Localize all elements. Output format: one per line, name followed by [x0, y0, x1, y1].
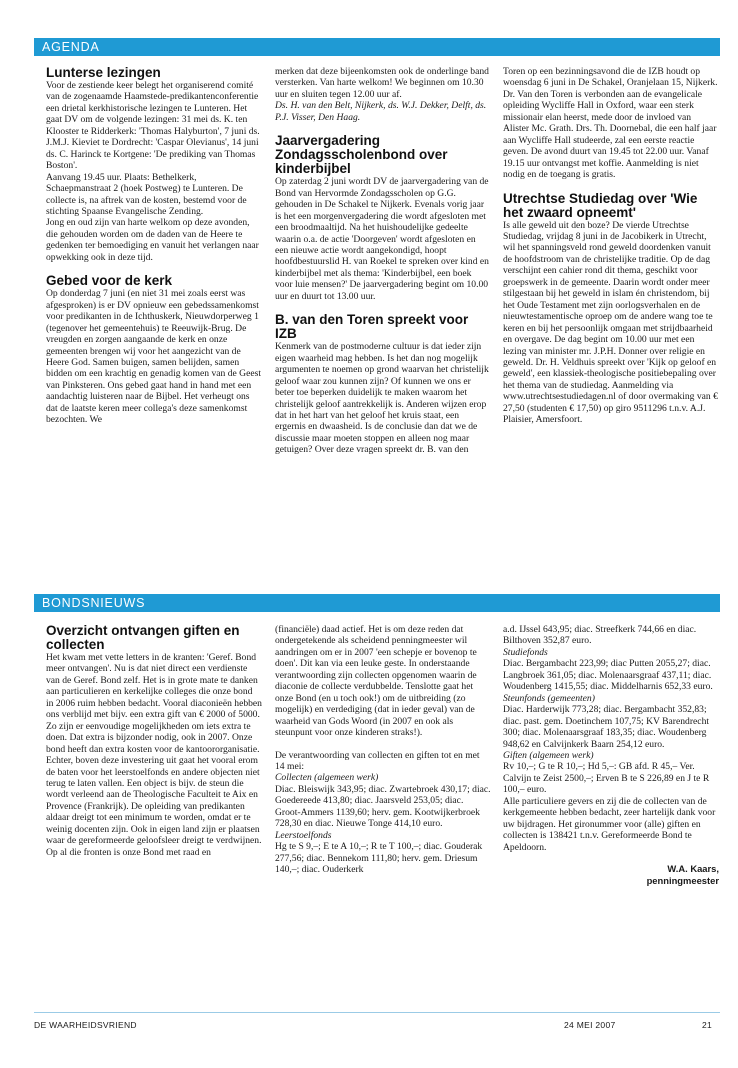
signature-role: penningmeester [646, 874, 719, 886]
signature-name: W.A. Kaars, [667, 863, 719, 875]
bondsnieuws-section-header [34, 594, 720, 612]
agenda-section-header [34, 38, 720, 56]
article-paragraph: Aanvang 19.45 uur. Plaats: Bethelkerk, Schaepmanstraat 2 (hoek Postweg) te Lunteren. De collecte is, na aftrek van de kosten, bestemd voor de stichting Spaanse Evangelische Zending. [46, 171, 247, 217]
article-paragraph: (financiële) daad actief. Het is om deze reden dat ondergetekende als scheidend penningmeester wil aandringen om er in 2007 'een schepje er bovenop te doen'. Dit kan via een leuke geste. In onderstaande verantwoording zijn collecten opgenomen waarin de diaconie de collecte verdubbelde. Tenslotte gaat het onze Bond (en u toch ook!) om de uitbreiding (zo mogelijk) en verdediging (dat in ieder geval) van de waarheid van Gods Woord (in 2007 en ook als steunpunt voor onze kinderen straks!). [275, 624, 477, 739]
article-heading-gebed-voor-de-kerk: Gebed voor de kerk [46, 273, 173, 289]
article-signature: Ds. H. van den Belt, Nijkerk, ds. W.J. Dekker, Delft, ds. P.J. Visser, Den Haag. [275, 100, 487, 123]
article-paragraph: Rv 10,–; G te R 10,–; Hd 5,–: GB afd. R 45,– Ver. Calvijn te Zeist 2500,–; Erven B te S 226,89 en J te R 100,– euro. [503, 761, 710, 796]
article-paragraph: Diac. Bleiswijk 343,95; diac. Zwartebroek 430,17; diac. Goedereede 413,80; diac. Jaarsveld 253,05; diac. Groot-Ammers 1139,60; herv. gem. Kootwijkerbroek 728,30 en diac. Nieuwe Tonge 414,10 euro. [275, 783, 491, 830]
page-footer [34, 1018, 720, 1032]
article-heading-jaarvergadering: Jaarvergadering Zondagsscholenbond over kinderbijbel [275, 133, 448, 177]
article-paragraph: Is alle geweld uit den boze? De vierde Utrechtse Studiedag, vrijdag 8 juni in de Jacobikerk in Utrecht, wil het spanningsveld rond geweld doordenken vanuit de hoofdstroom van de christelijke traditie. Op de dag verschijnt een cahier rond dit thema, geschikt voor groepswerk in de gemeente. Daarin wordt onder meer stilgestaan bij het geweld in islam én christendom, bij het Oude Testament met zijn oorlogsverhalen en de nieuwtestamentische oproep om de andere wang toe te keren en bij het persoonlijk omgaan met strijdbaarheid en overgave. De dag begint om 10.00 uur met een lezing van minister mr. J.P.H. Donner over religie en geweld. Dr. H. Veldhuis spreekt over 'Kijk op geloof en geweld', een klassiek-theologische positiebepaling over het thema van de studiedag. Aanmelding via www.utrechtsestudiedagen.nl of door overmaking van € 27,50 (studenten € 17,50) op giro 9511296 t.n.v. A.J. Plaisier, Amersfoort. [503, 219, 718, 426]
article-paragraph: Voor de zestiende keer belegt het organiserend comité van de zogenaamde Haamstede-predikantenconferentie een drietal kerkhistorische lezingen te Lunteren. Het gaat DV om de volgende lezingen: 31 mei ds. K. ten Klooster te Ridderkerk: 'Thomas Halyburton', 7 juni ds. J.M.J. Kieviet te Dordrecht: 'Caspar Olevianus', 14 juni ds. C. Harinck te Kortgene: 'De prediking van Thomas Boston'. [46, 80, 260, 172]
fund-subheading: Collecten (algemeen werk) [275, 772, 379, 784]
fund-subheading: Steunfonds (gemeenten) [503, 692, 595, 704]
article-heading-utrechtse-studiedag: Utrechtse Studiedag over 'Wie het zwaard opneemt' [503, 190, 698, 220]
article-paragraph: Op donderdag 7 juni (en niet 31 mei zoals eerst was afgesproken) is er DV opnieuw een gebedssamenkomst voor predikanten in de Ichthuskerk, Nieuwdorperweg 1 (tegenover het gemeentehuis) te Reeuwijk-Brug. De vreugden en zorgen aangaande de kerk en onze gemeenten brengen wij voor het aangezicht van de Heere God. Samen buigen, samen belijden, samen bidden om een krachtig en genadig komen van de Geest van Pinksteren. Ons gebed gaat hand in hand met een aandachtig luisteren naar de Bijbel. Het verheugt ons dat de laatste keren meer collega's deze samenkomst bezochten. We [46, 288, 261, 426]
bondsnieuws-column-1 [46, 624, 262, 858]
bondsnieuws-column-2 [275, 624, 491, 876]
agenda-header-label: AGENDA [42, 40, 100, 54]
article-paragraph: De verantwoording van collecten en giften tot en met 14 mei: [275, 749, 480, 772]
article-paragraph: Diac. Bergambacht 223,99; diac Putten 2055,27; diac. Langbroek 361,05; diac. Molenaarsgraaf 437,11; diac. Woudenberg 1415,55; diac. Middelharnis 652,33 euro. [503, 658, 713, 693]
article-paragraph: Toren op een bezinningsavond die de IZB houdt op woensdag 6 juni in De Schakel, Oranjelaan 15, Nijkerk. Dr. Van den Toren is verbonden aan de evangelicale opleiding Wycliffe Hall in Oxford, waar een sterk missionair elan heerst, mede door de invloed van Alister Mc. Grath. Drs. Th. Doornebal, die een half jaar aan Wycliffe Hall studeerde, zal een eerste reactie geven. De avond duurt van 19.45 tot 22.00 uur. Vanaf 19.15 uur ontvangst met koffie. Aanmelding is niet nodig en de toegang is gratis. [503, 66, 718, 181]
footer-page-number: 21 [701, 1020, 712, 1030]
footer-date: 24 MEI 2007 [564, 1020, 616, 1030]
footer-publication: DE WAARHEIDSVRIEND [34, 1020, 137, 1030]
article-paragraph: Kenmerk van de postmoderne cultuur is dat ieder zijn eigen waarheid mag hebben. Is het dan nog mogelijk argumenten te noemen op grond waarvan het christelijk geloof waar zou kunnen zijn? Of kunnen we ons er beter toe beperken duidelijk te maken waarom het christelijk geloof aantrekkelijk is. Anderen wijzen erop dat in het hart van het geloof het kruis staat, een ergernis en dwaasheid. Is de conclusie dan dat we de discussie maar moeten stoppen en alleen nog maar getuigen? Over deze vragen spreekt dr. B. van den [275, 341, 489, 456]
article-paragraph: Hg te S 9,–; E te A 10,–; R te T 100,–; diac. Gouderak 277,56; diac. Bennekom 111,80; herv. gem. Driesum 140,–; diac. Ouderkerk [275, 841, 483, 876]
bondsnieuws-column-3 [503, 624, 719, 886]
article-paragraph: Op zaterdag 2 juni wordt DV de jaarvergadering van de Bond van Hervormde Zondagsscholen op G.G. gehouden in De Schakel te Nijkerk. Evenals vorig jaar is het een morgenvergadering die wordt afgesloten met een broodmaaltijd. Na het huishoudelijke gedeelte waarin o.a. de actie 'Doorgeven' wordt afgesloten en een nieuwe actie wordt aangekondigd, hoopt hoofdbestuurslid H. van Roekel te spreken over kind en kinderbijbel met als thema: 'Kinderbijbel, een boek voor luie mensen?' De jaarvergadering begint om 10.00 uur en duurt tot 13.00 uur. [275, 176, 489, 302]
footer-divider [34, 1012, 720, 1013]
article-heading-lunterse-lezingen: Lunterse lezingen [46, 65, 161, 80]
article-paragraph: Jong en oud zijn van harte welkom op deze avonden, die gehouden worden om de daden van de Heere te gedenken ter bemoediging en vanuit het verlangen naar opwekking ook in deze tijd. [46, 217, 259, 263]
fund-subheading: Leerstoelfonds [275, 829, 332, 841]
agenda-column-2 [275, 66, 491, 456]
article-paragraph: merken dat deze bijeenkomsten ook de onderlinge band versterken. Van harte welkom! We beginnen om 10.30 uur en sluiten tegen 12.00 uur af. [275, 66, 489, 100]
article-heading-overzicht-giften: Overzicht ontvangen giften en collecten [46, 623, 240, 652]
article-heading-izb: B. van den Toren spreekt voor IZB [275, 312, 469, 342]
bondsnieuws-header-label: BONDSNIEUWS [42, 596, 146, 610]
agenda-column-1 [46, 66, 262, 426]
article-paragraph: Alle particuliere gevers en zij die de collecten van de kerkgemeente hebben bedacht, zeer hartelijk dank voor uw bijdragen. Het gironummer voor (alle) giften en collecten is 138421 t.n.v. Gereformeerde Bond te Apeldoorn. [503, 795, 716, 853]
article-paragraph: a.d. IJssel 643,95; diac. Streefkerk 744,66 en diac. Bilthoven 352,87 euro. [503, 624, 697, 647]
agenda-column-3 [503, 66, 719, 426]
fund-subheading: Studiefonds [503, 646, 548, 658]
article-paragraph: Diac. Harderwijk 773,28; diac. Bergambacht 352,83; diac. past. gem. Doetinchem 107,75; KV Barendrecht 300; diac. Molenaarsgraaf 183,35; diac. Woudenberg 948,62 en Calvijnkerk Baarn 254,12 euro. [503, 704, 710, 750]
fund-subheading: Giften (algemeen werk) [503, 749, 594, 761]
article-paragraph: Het kwam met vette letters in de kranten: 'Geref. Bond meer ontvangen'. Nu is dat niet direct een verdienste van de Geref. Bond zelf. Het is in grote mate te danken aan particulieren en kerkelijke colleges die onze bond in 2006 ruim hebben bedacht. Vooral diaconieën hebben ons verblijd met bijv. een extra gift van € 2000 of 5000. Zo zijn er eenvoudige mogelijkheden om iets extra te doen. Dat extra is bijzonder nodig, ook in 2007. Onze bond heeft dan extra kosten voor de kantoororganisatie. Echter, boven deze investering uit gaat het vooral erom de baten voor het leerstoelfonds en andere objecten niet terug te laten vallen. Een object is bijv. de steun die wordt verleend aan de Theologische Faculteit te Aix en Provence (Frankrijk). De opleiding van predikanten aldaar dreigt tot een minimum te worden, omdat er te weinig docenten zijn. Ook in eigen land zijn er plaatsen waar de gereformeerde geloofsleer dreigt te verdwijnen. Op al die fronten is onze Bond met raad en [46, 652, 262, 858]
